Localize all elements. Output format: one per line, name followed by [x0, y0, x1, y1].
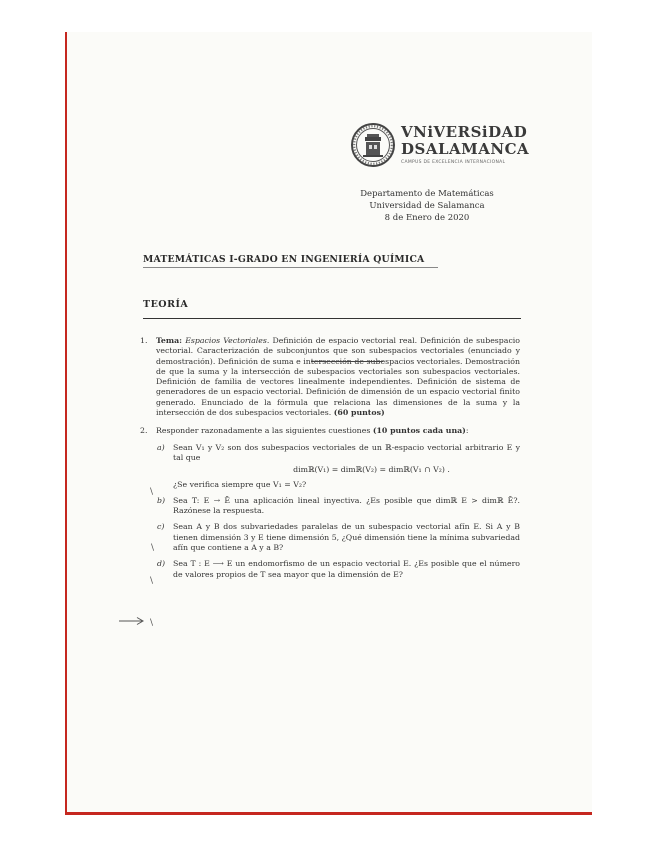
question-1 — [140, 336, 520, 418]
question-text: Definición de espacio vectorial real. Definición de subespacio vectorial. Caracterización de subconjuntos que son subespacios vectoriales (enunciado y demostración). Definición de suma e intersección de subespacios vectoriales. Demostración de que la suma y la intersección de subespacios vectoriales son subespacios vectoriales. Definición de familia de vectores linealmente independientes. Definición de sistema de generadores de un espacio vectorial. Definición de dimensión de un espacio vectorial finito generado. Enunciado de la fórmula que relaciona las dimensiones de la suma y la intersección de dos subespacios vectoriales. — [156, 336, 520, 418]
question-text: Responder razonadamente a las siguientes cuestiones — [156, 426, 373, 436]
subquestion-label: b) — [157, 495, 166, 505]
subquestion-text: Sean V₁ y V₂ son dos subespacios vectoriales de un ℝ-espacio vectorial arbitrario E y tal que — [173, 442, 520, 462]
question-number: 2. — [140, 426, 148, 436]
question-points: (60 puntos) — [333, 408, 385, 418]
question-points: (10 puntos cada una) — [372, 426, 466, 436]
pencil-underline — [311, 361, 383, 362]
subquestion-question: ¿Se verifica siempre que V₁ = V₂? — [173, 479, 307, 489]
question-number: 1. — [140, 336, 148, 345]
university-tagline: CAMPUS DE EXCELENCIA INTERNACIONAL — [401, 160, 506, 165]
pencil-tick-mark: \ — [150, 487, 154, 497]
formula: dimℝ(V₁) = dimℝ(V₂) = dimℝ(V₁ ∩ V₂) . — [293, 465, 450, 475]
subquestion-text: Sea T: E → Ē una aplicación lineal inyectiva. ¿Es posible que dimℝ E > dimℝ Ē?. Razónese la respuesta. — [173, 495, 520, 516]
university-name-line1: VNiVERSiDAD — [401, 123, 528, 141]
pencil-tick-mark: \ — [150, 576, 154, 586]
section-title: TEORÍA — [143, 299, 189, 310]
pencil-tick-mark: \ — [151, 543, 155, 553]
subquestion-text: Sean A y B dos subvariedades paralelas de un subespacio vectorial afín E. Si A y B tienen dimensión 3 y E tiene dimensión 5, ¿Qué dimensión tiene la mínima subvariedad afín que contiene a A y a B? — [173, 522, 520, 553]
university-wordmark — [401, 124, 529, 165]
subquestion-label: c) — [157, 522, 165, 532]
question-topic: Espacios Vectoriales. — [185, 336, 270, 345]
question-2 — [140, 426, 520, 436]
subquestion-d — [140, 559, 520, 580]
question-lead: Tema: — [156, 336, 183, 345]
university-logo — [350, 122, 529, 168]
subquestion-text: Sea T : E ⟶ E un endomorfismo de un espacio vectorial E. ¿Es posible que el número de valores propios de T sea mayor que la dimensión de E? — [173, 559, 520, 579]
exam-date: 8 de Enero de 2020 — [384, 213, 470, 223]
question-colon: : — [465, 426, 469, 436]
exam-header — [352, 188, 502, 224]
course-title-underline — [143, 267, 438, 268]
university-name-line2: DSALAMANCA — [401, 140, 530, 158]
subquestion-label: d) — [157, 559, 166, 569]
exam-questions — [140, 336, 520, 580]
pencil-arrow-icon — [118, 616, 148, 626]
course-title: MATEMÁTICAS I-GRADO EN INGENIERÍA QUÍMICA — [143, 254, 425, 265]
institution: Universidad de Salamanca — [369, 201, 485, 211]
department: Departamento de Matemáticas — [360, 189, 494, 199]
subquestion-b — [140, 496, 520, 517]
university-seal-icon — [350, 122, 396, 168]
section-rule — [143, 318, 521, 319]
subquestion-c — [140, 522, 520, 553]
subquestion-label: a) — [157, 442, 165, 452]
pencil-tick-mark: \ — [150, 618, 154, 628]
subquestion-a — [140, 443, 520, 490]
